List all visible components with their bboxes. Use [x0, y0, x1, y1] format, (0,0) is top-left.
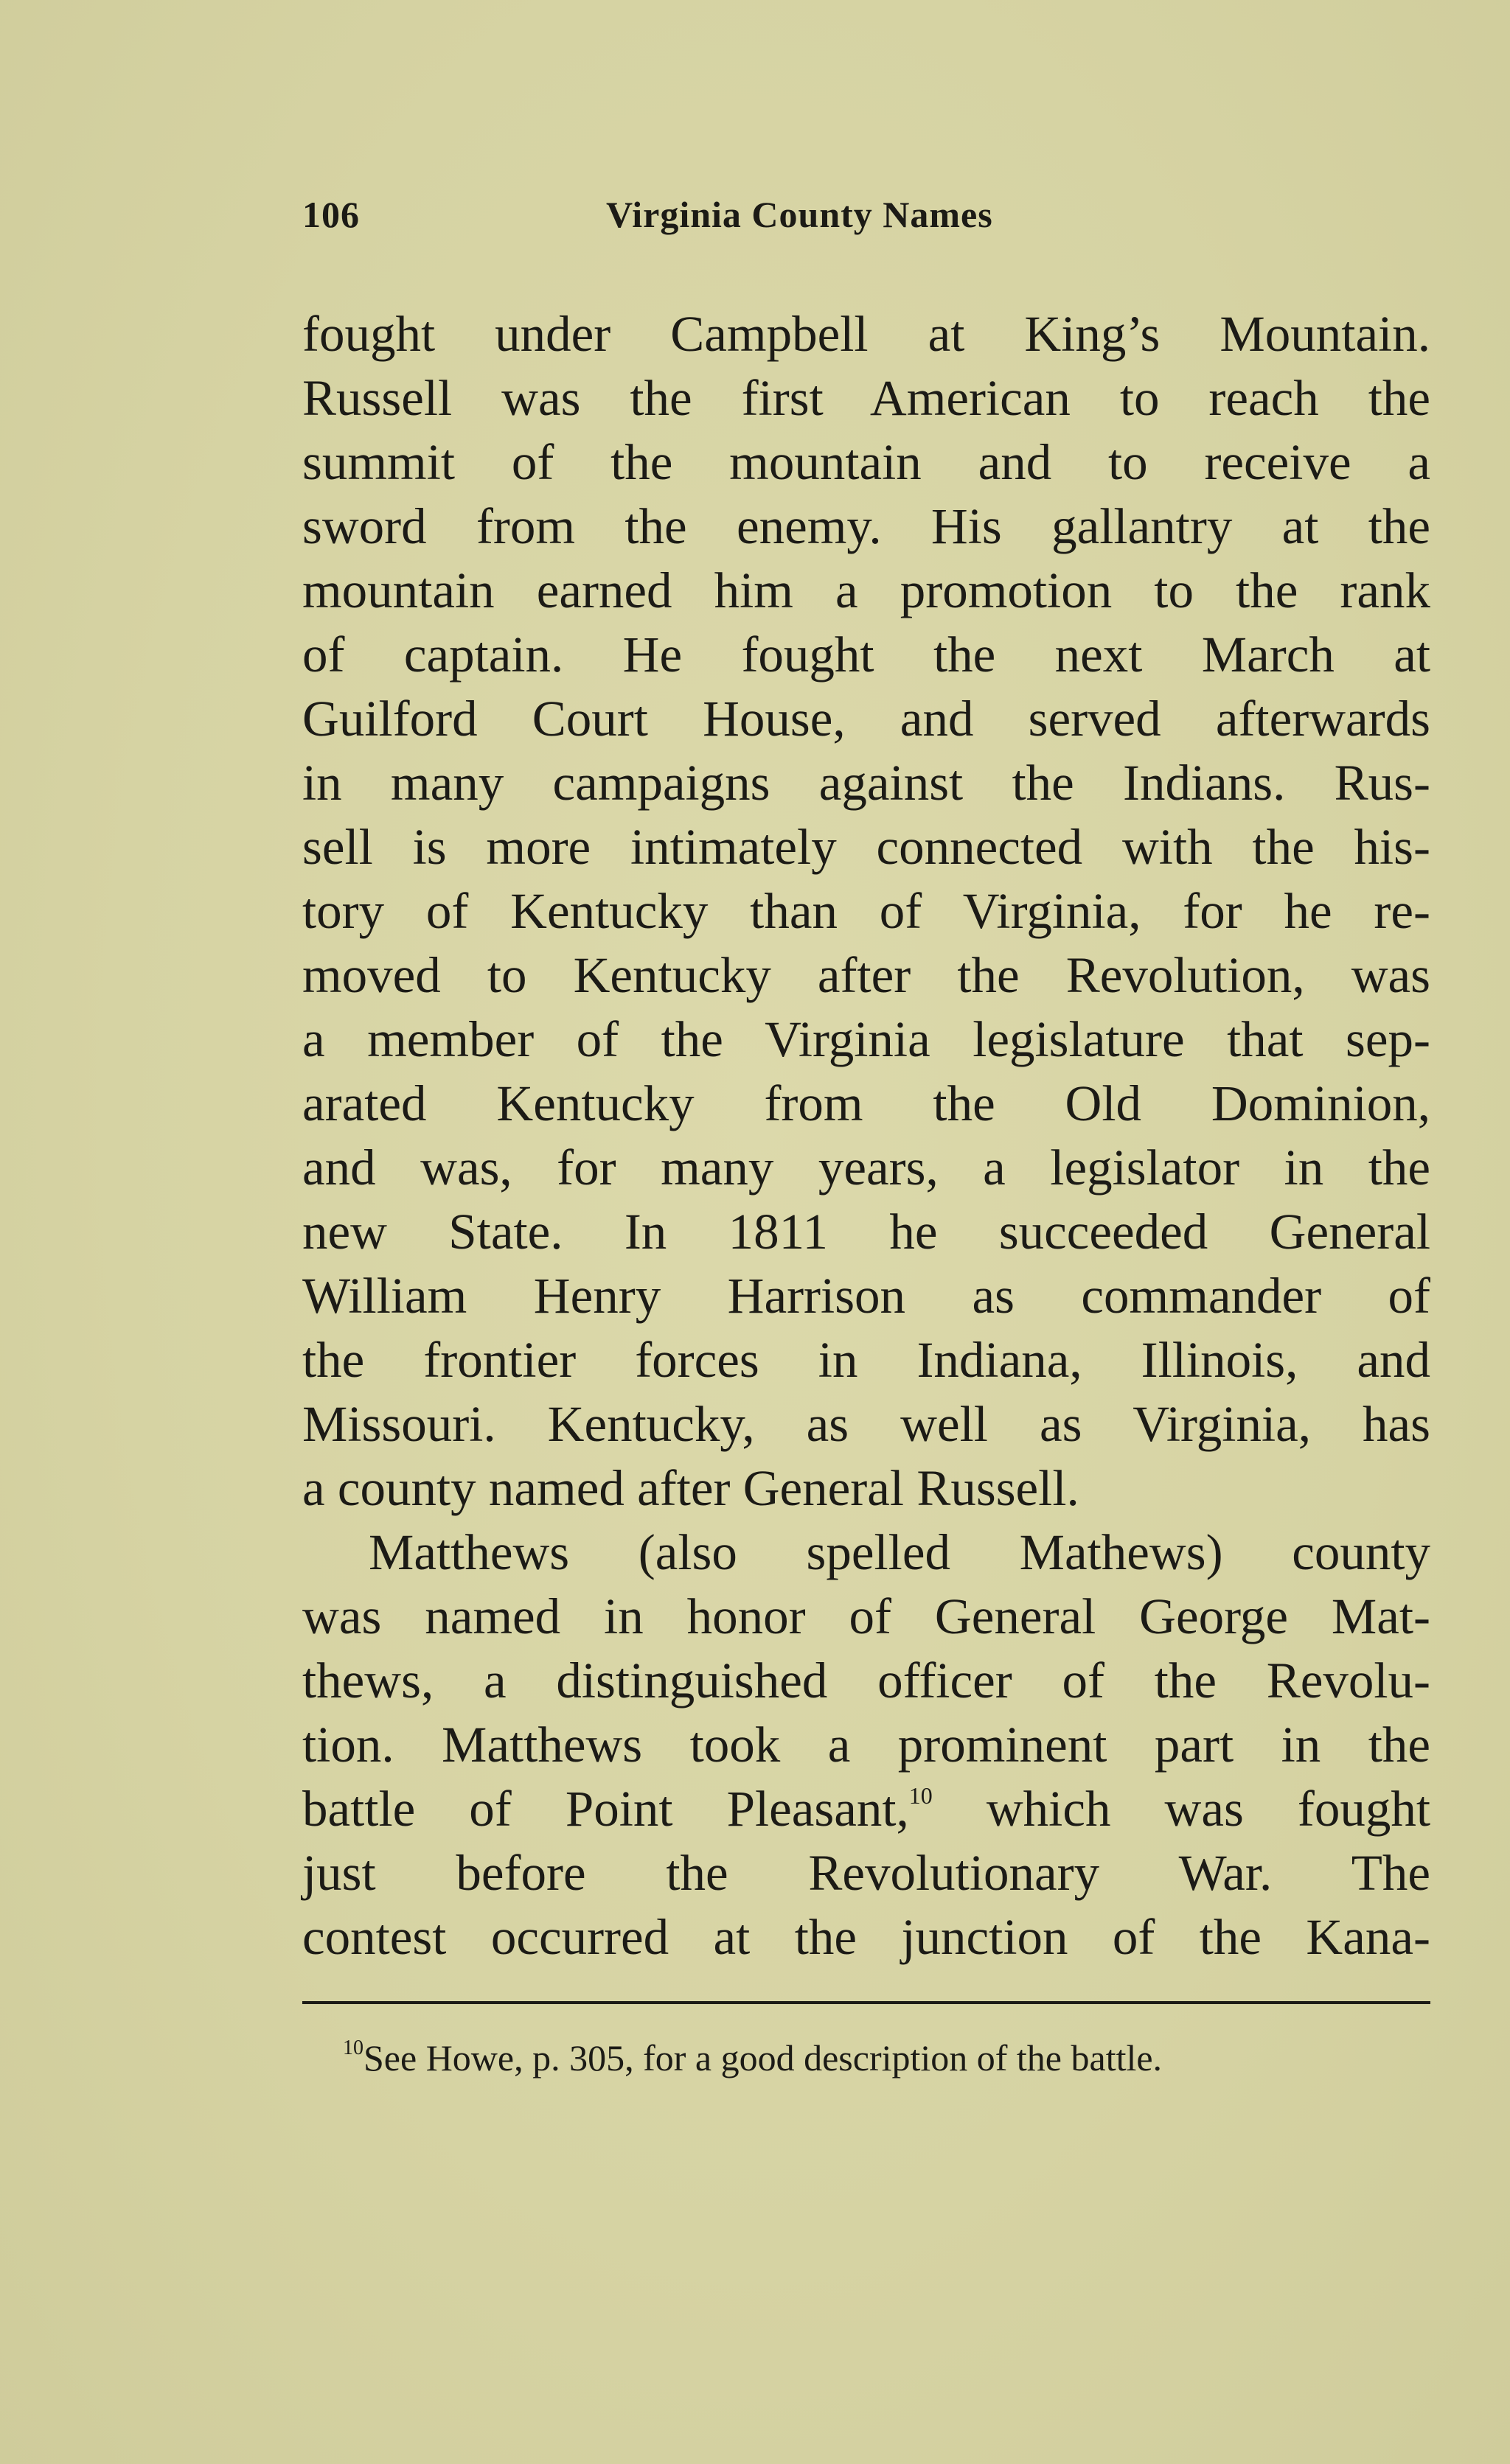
footnote-divider: [302, 2001, 1430, 2004]
footnote: [343, 2034, 1434, 2081]
text-line: Missouri. Kentucky, as well as Virginia, has: [302, 1396, 1430, 1452]
text-line: Matthews (also spelled Mathews) county: [369, 1524, 1430, 1580]
footnote-marker: 10: [343, 2037, 363, 2059]
page-number: 106: [302, 194, 360, 235]
text-line: and was, for many years, a legislator in the: [302, 1139, 1430, 1196]
text-line: mountain earned him a promotion to the rank: [302, 562, 1430, 618]
text-line-with-footnote-ref: [302, 1777, 1430, 1841]
text-line: the frontier forces in Indiana, Illinois, and: [302, 1332, 1430, 1388]
text-line: moved to Kentucky after the Revolution, was: [302, 947, 1430, 1003]
text-fragment: which was fought: [932, 1781, 1430, 1837]
text-line: of captain. He fought the next March at: [302, 627, 1430, 683]
text-line: new State. In 1811 he succeeded General: [302, 1204, 1430, 1260]
text-line: fought under Campbell at King’s Mountain.: [302, 306, 1430, 362]
text-line: contest occurred at the junction of the Kana-: [302, 1909, 1430, 1965]
text-line: William Henry Harrison as commander of: [302, 1268, 1430, 1324]
text-line: a county named after General Russell.: [302, 1460, 1079, 1516]
running-title: Virginia County Names: [606, 194, 993, 235]
text-line: a member of the Virginia legislature that sep-: [302, 1011, 1430, 1067]
page-header: [302, 193, 1121, 245]
body-text: [302, 302, 1430, 1969]
text-line: just before the Revolutionary War. The: [302, 1845, 1430, 1901]
text-line: Guilford Court House, and served afterwards: [302, 691, 1430, 747]
text-line: sell is more intimately connected with the his-: [302, 819, 1430, 875]
text-line: tion. Matthews took a prominent part in the: [302, 1717, 1430, 1773]
text-line: summit of the mountain and to receive a: [302, 434, 1430, 490]
text-line: thews, a distinguished officer of the Revolu-: [302, 1652, 1430, 1709]
text-line: sword from the enemy. His gallantry at the: [302, 498, 1430, 554]
text-line: in many campaigns against the Indians. Rus-: [302, 755, 1430, 811]
text-line: tory of Kentucky than of Virginia, for he re-: [302, 883, 1430, 939]
text-line: Russell was the first American to reach the: [302, 370, 1430, 426]
footnote-text: See Howe, p. 305, for a good description of the battle.: [363, 2037, 1163, 2079]
footnote-reference[interactable]: 10: [908, 1782, 933, 1809]
text-line: was named in honor of General George Mat-: [302, 1588, 1430, 1644]
text-fragment: battle of Point Pleasant,: [302, 1781, 909, 1837]
text-line: arated Kentucky from the Old Dominion,: [302, 1075, 1430, 1131]
